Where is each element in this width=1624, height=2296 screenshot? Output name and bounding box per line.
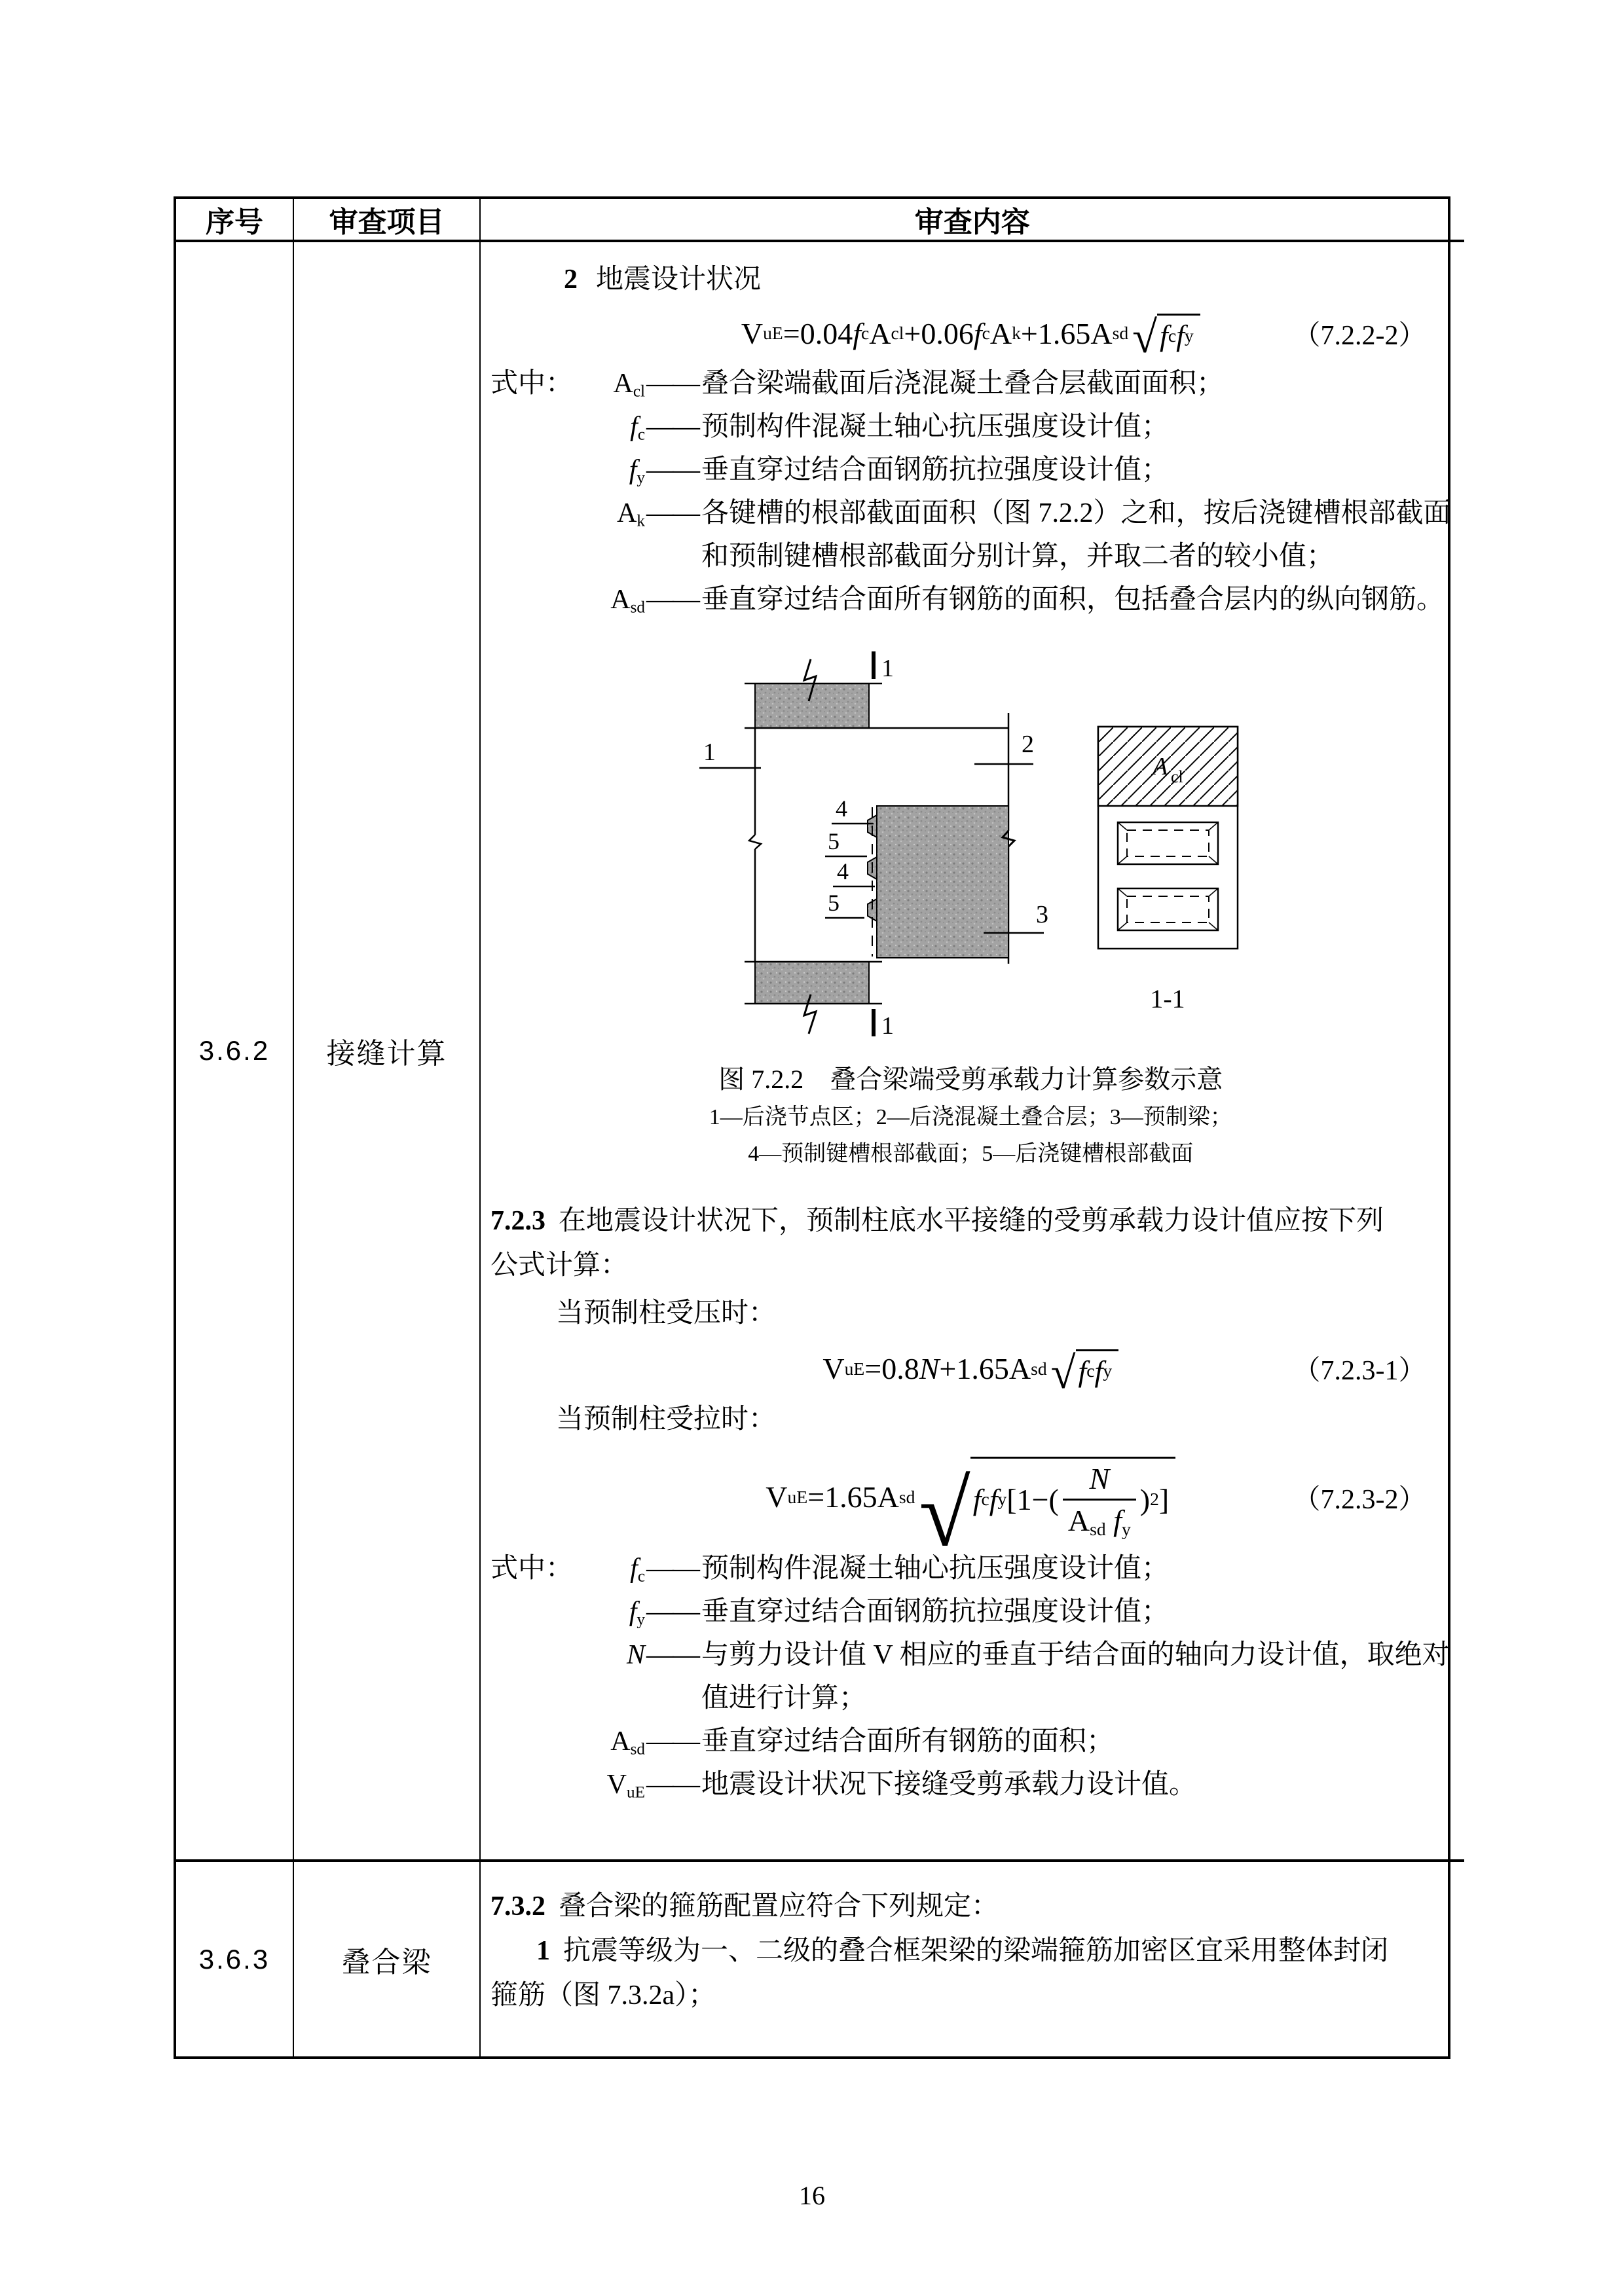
section-1-1-title: 1-1 <box>1150 984 1185 1014</box>
equation-722-2 <box>490 312 1451 363</box>
equation-723-2-body: V uE = 1.65 A sd √ f c f y [1−( $\frac{N}{A_{sd} f_y}$ ) 2 ] <box>766 1457 1175 1538</box>
equation-723-2 <box>490 1457 1451 1566</box>
clause-2-num: 2 <box>564 264 578 295</box>
header-col-content <box>481 199 1464 242</box>
def-dash: —— <box>646 412 699 443</box>
clause-732-text: 叠合梁的箍筋配置应符合下列规定： <box>559 1891 999 1922</box>
definitions-722 <box>490 362 1451 621</box>
clause-732-item1-line2: 箍筋（图 7.3.2a）； <box>490 1980 716 2011</box>
def2-n <box>490 1633 1451 1677</box>
def-dash: —— <box>646 1553 699 1584</box>
clause-732-item1-num: 1 <box>536 1936 550 1966</box>
condition-tension: 当预制柱受拉时： <box>556 1404 777 1434</box>
row-363-content <box>481 1862 1464 2056</box>
callout-4b: 4 <box>837 858 849 885</box>
def-asd-text: 垂直穿过结合面所有钢筋的面积，包括叠合层内的纵向钢筋。 <box>701 585 1445 615</box>
callout-3: 3 <box>1036 901 1049 929</box>
header-col-no <box>176 199 294 242</box>
def-acl-symbol: $A_{cl}$ <box>613 369 645 401</box>
clause-732-paragraph <box>490 1884 1451 1929</box>
def-ak-text: 各键槽的根部截面面积（图 7.2.2）之和，按后浇键槽根部截面 <box>701 498 1451 529</box>
clause-723-paragraph <box>490 1199 1451 1288</box>
page-number: 16 <box>799 2181 825 2210</box>
def-fy-symbol: $f_y$ <box>629 455 645 487</box>
acl-label-main: A <box>1153 753 1168 781</box>
def-dash: —— <box>646 1596 699 1627</box>
clause-723-num: 7.2.3 <box>490 1206 545 1237</box>
def-fc-text: 预制构件混凝土轴心抗压强度设计值； <box>701 412 1170 443</box>
clause-732-item1-text: 抗震等级为一、二级的叠合框架梁的梁端箍筋加密区宜采用整体封闭 <box>563 1936 1389 1966</box>
row-363-no-label: 3.6.3 <box>198 1943 270 1975</box>
def-prefix: 式中： <box>490 369 574 399</box>
condition-compression: 当预制柱受压时： <box>556 1298 777 1329</box>
composite-layer-hatch <box>1098 727 1238 806</box>
clause-2-title: 地震设计状况 <box>596 264 762 295</box>
figure-722-legend-1: 1—后浇节点区；2—后浇混凝土叠合层；3—预制梁； <box>709 1105 1232 1130</box>
def-dash: —— <box>646 1769 699 1800</box>
def2-fc-symbol: $f_c$ <box>630 1553 645 1586</box>
joint-elevation-diagram <box>699 651 1044 1036</box>
def-dash: —— <box>646 1726 699 1757</box>
clause-2-seismic <box>564 258 1451 301</box>
def-dash: —— <box>646 1639 699 1670</box>
row-362-content <box>481 242 1464 1862</box>
def-ak <box>490 492 1451 535</box>
figure-722-caption: 图 7.2.2 叠合梁端受剪承载力计算参数示意 <box>718 1065 1223 1095</box>
def-dash: —— <box>646 369 699 399</box>
row-362-item <box>294 242 481 1862</box>
header-col-no-label: 序号 <box>206 206 263 238</box>
def-asd <box>490 578 1451 621</box>
row-363-item <box>294 1862 481 2056</box>
def2-vue-symbol: $V_{uE}$ <box>606 1769 645 1802</box>
def2-vue-text: 地震设计状况下接缝受剪承载力设计值。 <box>701 1769 1197 1800</box>
clause-732-num: 7.3.2 <box>490 1891 545 1922</box>
row-362-no <box>176 242 294 1862</box>
callout-2: 2 <box>1022 731 1035 759</box>
row-362-item-label: 接缝计算 <box>326 1038 447 1070</box>
def-asd-symbol: $A_{sd}$ <box>610 585 645 617</box>
def2-fc <box>490 1547 1451 1590</box>
callout-5a: 5 <box>828 828 840 855</box>
section-bottom-label: 1 <box>881 1012 895 1040</box>
review-table <box>174 196 1450 2059</box>
def2-fy-symbol: $f_y$ <box>629 1596 645 1629</box>
def-fc <box>490 405 1451 448</box>
equation-723-1 <box>490 1347 1451 1398</box>
def2-asd <box>490 1720 1451 1763</box>
def2-prefix: 式中： <box>490 1553 574 1584</box>
section-top-label: 1 <box>881 655 895 683</box>
def-dash: —— <box>646 585 699 615</box>
equation-723-2-number: （7.2.3-2） <box>1293 1484 1426 1515</box>
equation-722-2-body: V uE = 0.04 f c A cl + 0.06 f c A k + 1.65 A sd √ f c f y <box>741 314 1200 353</box>
def2-fc-text: 预制构件混凝土轴心抗压强度设计值； <box>701 1553 1170 1584</box>
header-col-item-label: 审查项目 <box>329 206 445 238</box>
def2-n-text-line2: 值进行计算； <box>701 1683 867 1713</box>
callout-1: 1 <box>703 738 716 767</box>
callout-5b: 5 <box>828 890 840 917</box>
acl-label-sub: cl <box>1171 767 1184 787</box>
def2-fy-text: 垂直穿过结合面钢筋抗拉强度设计值； <box>701 1596 1170 1627</box>
def2-vue <box>490 1763 1451 1806</box>
row-363-no <box>176 1862 294 2056</box>
definitions-723 <box>490 1547 1451 1806</box>
figure-722 <box>695 641 1246 1053</box>
def2-n-text: 与剪力设计值 V 相应的垂直于结合面的轴向力设计值，取绝对 <box>701 1639 1450 1670</box>
def-acl-text: 叠合梁端截面后浇混凝土叠合层截面面积； <box>701 369 1225 399</box>
def-fy <box>490 448 1451 492</box>
equation-723-1-body: V uE = 0.8 N + 1.65 A sd √ f c f y <box>822 1349 1118 1389</box>
clause-723-text2: 公式计算： <box>490 1250 629 1281</box>
row-363-item-label: 叠合梁 <box>341 1946 432 1978</box>
figure-722-drawing <box>695 641 1246 1040</box>
equation-722-2-number: （7.2.2-2） <box>1293 320 1426 351</box>
clause-732-item1 <box>536 1929 1451 1973</box>
break-symbol-left <box>749 835 761 849</box>
precast-column-bottom <box>755 962 869 1004</box>
equation-723-1-number: （7.2.3-1） <box>1293 1356 1426 1387</box>
def-ak-text-line2: 和预制键槽根部截面分别计算，并取二者的较小值； <box>701 541 1335 572</box>
def-dash: —— <box>646 455 699 486</box>
def-fc-symbol: $f_c$ <box>630 412 645 444</box>
def2-asd-text: 垂直穿过结合面所有钢筋的面积； <box>701 1726 1115 1757</box>
precast-beam <box>877 806 1008 958</box>
section-1-1-diagram <box>1098 727 1238 949</box>
row-362-no-label: 3.6.2 <box>198 1035 270 1066</box>
def-ak-symbol: $A_k$ <box>617 498 645 530</box>
clause-723-text: 在地震设计状况下，预制柱底水平接缝的受剪承载力设计值应按下列 <box>559 1206 1384 1237</box>
def2-asd-symbol: $A_{sd}$ <box>610 1726 645 1758</box>
header-col-content-label: 审查内容 <box>914 206 1030 238</box>
def2-fy <box>490 1590 1451 1633</box>
def2-n-symbol: N <box>626 1639 645 1670</box>
header-col-item <box>294 199 481 242</box>
def-dash: —— <box>646 498 699 529</box>
figure-722-legend-2: 4—预制键槽根部截面；5—后浇键槽根部截面 <box>748 1142 1194 1167</box>
callout-4a: 4 <box>836 795 848 822</box>
def-acl <box>490 362 1451 405</box>
def-fy-text: 垂直穿过结合面钢筋抗拉强度设计值； <box>701 455 1170 486</box>
